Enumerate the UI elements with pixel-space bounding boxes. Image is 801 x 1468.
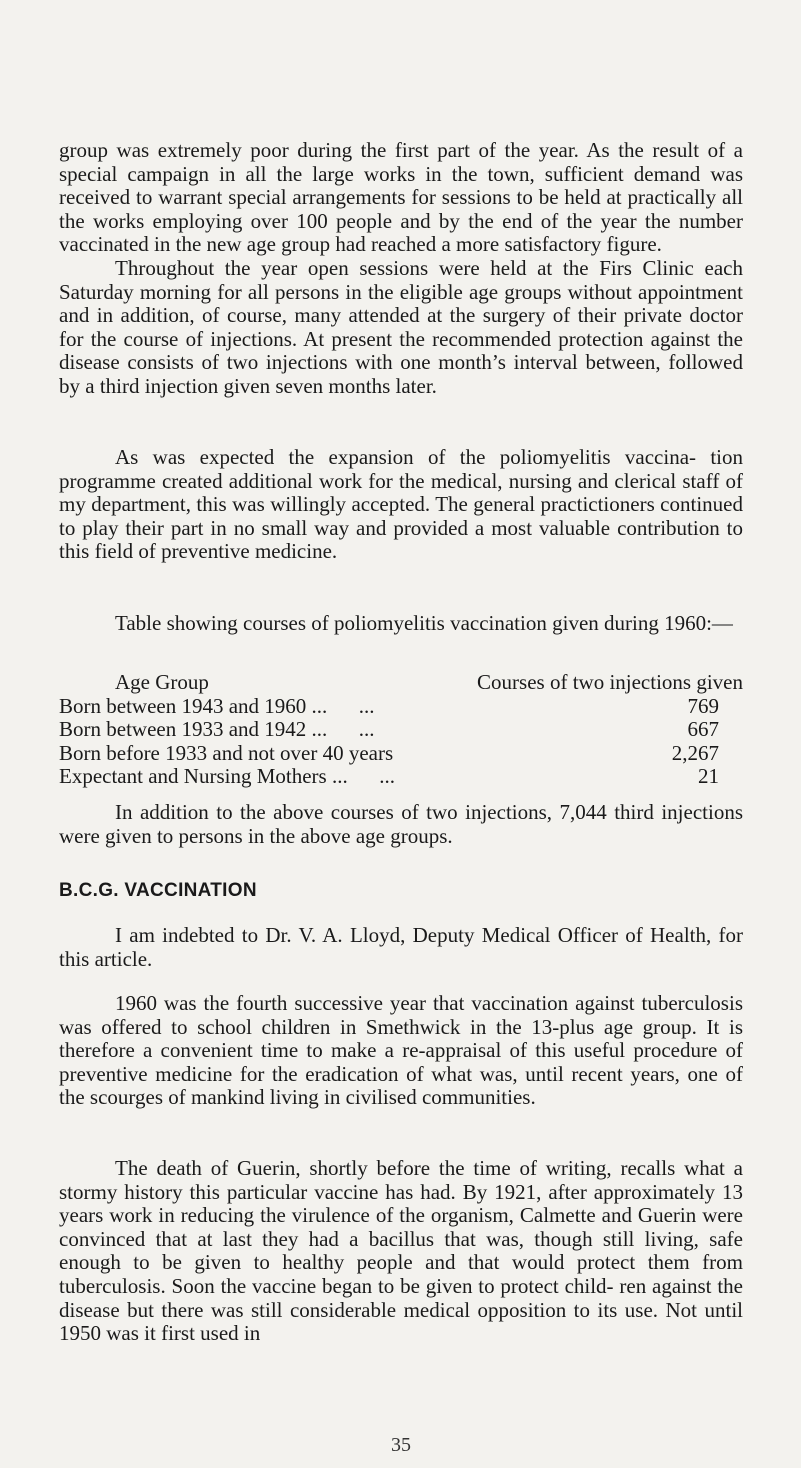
table-row-value: 769 [687, 693, 719, 718]
table-header [59, 671, 743, 695]
section-paragraph-2: 1960 was the fourth successive year that vaccination against tuberculosis was offered to school children in Smethwick in the 13-plus age group. It is therefore a convenient time to make a re-appraisal of this useful procedure of preventive medicine for the eradication of what was, until recent years, one of the scourges of mankind living in civilised communities. [59, 991, 743, 1110]
table-row-value: 21 [698, 764, 719, 789]
table-row-label: Born between 1943 and 1960 ... ... [59, 693, 375, 718]
section-heading: B.C.G. VACCINATION [59, 880, 257, 901]
table-row-label: Born between 1933 and 1942 ... ... [59, 717, 375, 742]
paragraph-after-table: In addition to the above courses of two injections, 7,044 third injections were given to persons in the above age groups. [59, 800, 743, 848]
section-paragraph-3: The death of Guerin, shortly before the time of writing, recalls what a stormy history this particular vaccine has had. By 1921, after approximately 13 years work in reducing the virulence of the organism, Calmette and Guerin were convinced that at last they had a bacillus that was, though still living, safe enough to be given to healthy people and that would protect them from tuberculosis. Soon the vaccine began to be given to protect child- ren against the disease but there was still considerable medical opposition to its use. Not until 1950 was it first used in [59, 1156, 743, 1346]
table-row-value: 667 [687, 717, 719, 742]
table-row [59, 718, 743, 742]
section-paragraph-1: I am indebted to Dr. V. A. Lloyd, Deputy Medical Officer of Health, for this article. [59, 923, 743, 971]
table-row-label: Born before 1933 and not over 40 years [59, 740, 394, 765]
table-row [59, 742, 743, 766]
table-row-label: Expectant and Nursing Mothers ... ... [59, 764, 395, 789]
paragraph-3: As was expected the expansion of the poliomyelitis vaccina- tion programme created additional work for the medical, nursing and clerical staff of my department, this was willingly accepted. The general practictioners continued to play their part in no small way and provided a most valuable contribution to this field of preventive medicine. [59, 445, 743, 564]
paragraph-1: group was extremely poor during the first part of the year. As the result of a special campaign in all the large works in the town, sufficient demand was received to warrant special arrangements for sessions to be held at practically all the works employing over 100 people and by the end of the year the number vaccinated in the new age group had reached a more satisfactory figure. [59, 138, 743, 257]
vaccination-table [59, 671, 743, 789]
page-number: 35 [391, 1434, 411, 1456]
table-row [59, 695, 743, 719]
table-header-courses: Courses of two injections given [477, 670, 743, 694]
table-row [59, 765, 743, 789]
table-header-age-group: Age Group [115, 670, 209, 694]
table-row-value: 2,267 [671, 740, 719, 765]
paragraph-4: Table showing courses of poliomyelitis vaccination given during 1960:— [115, 611, 733, 635]
paragraph-2: Throughout the year open sessions were held at the Firs Clinic each Saturday morning for all persons in the eligible age groups without appointment and in addition, of course, many attended at the surgery of their private doctor for the course of injections. At present the recommended protection against the disease consists of two injections with one month’s interval between, followed by a third injection given seven months later. [59, 256, 743, 398]
